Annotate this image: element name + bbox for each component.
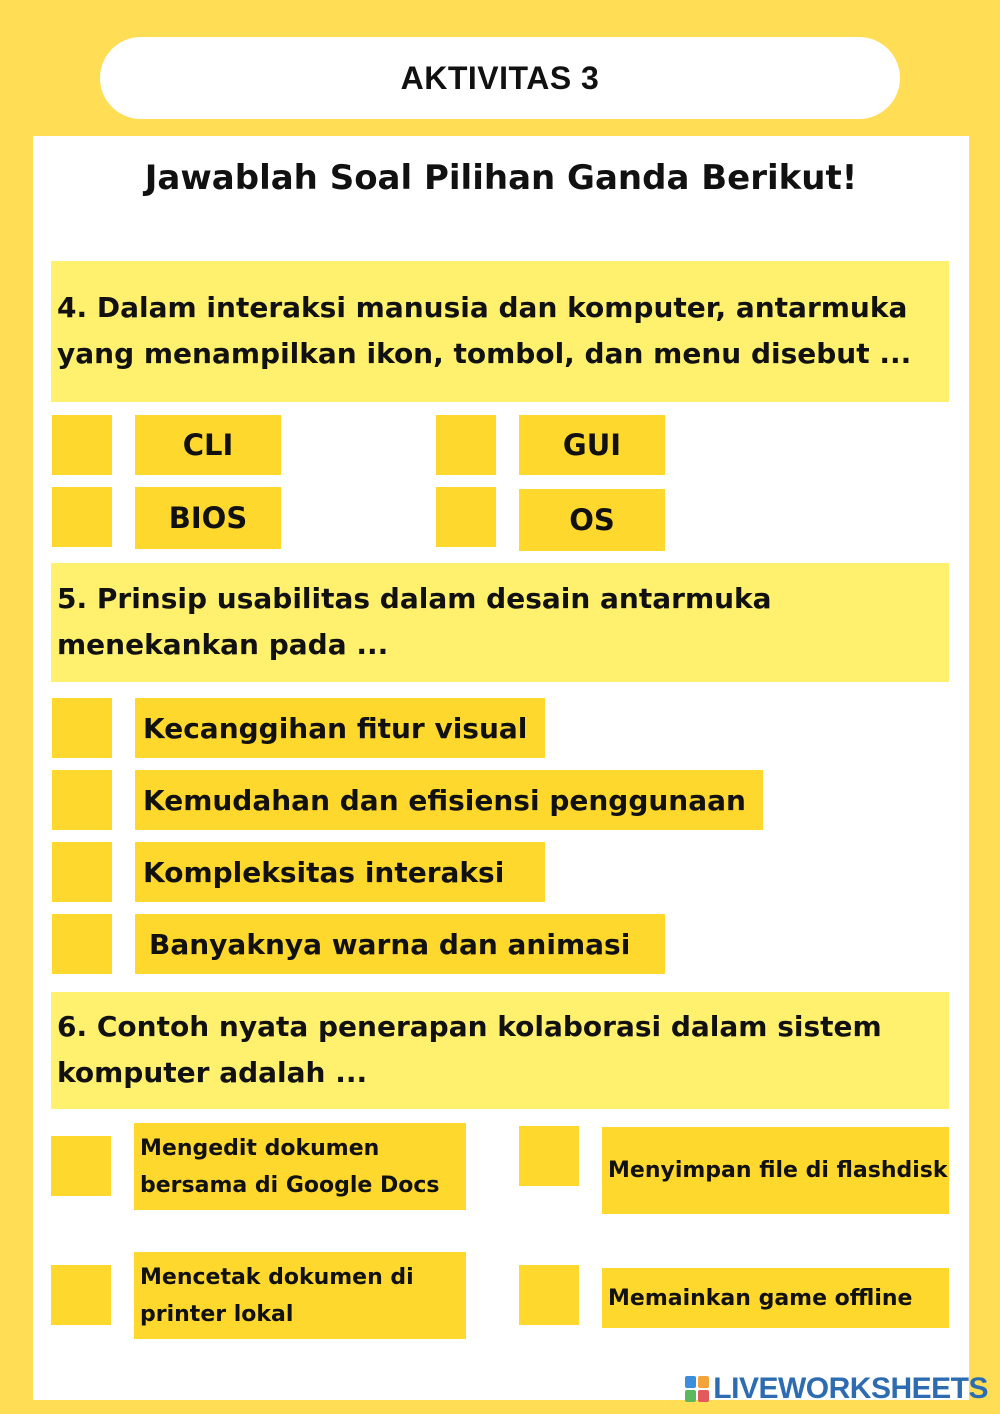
answer-checkbox-6a[interactable] (51, 1136, 111, 1196)
option-5-b[interactable]: Kemudahan dan efisiensi penggunaan (135, 770, 763, 830)
question-4: 4. Dalam interaksi manusia dan komputer, antarmuka yang menampilkan ikon, tombol, dan menu disebut ... (51, 261, 949, 402)
option-4-cli[interactable]: CLI (135, 415, 281, 475)
question-5: 5. Prinsip usabilitas dalam desain antarmuka menekankan pada ... (51, 563, 949, 682)
option-6-c[interactable]: Mencetak dokumen di printer lokal (134, 1252, 466, 1339)
option-4-bios[interactable]: BIOS (135, 487, 281, 549)
question-6: 6. Contoh nyata penerapan kolaborasi dalam sistem komputer adalah ... (51, 992, 949, 1109)
answer-checkbox-6b[interactable] (519, 1126, 579, 1186)
liveworksheets-logo-icon (685, 1376, 709, 1402)
option-6-a[interactable]: Mengedit dokumen bersama di Google Docs (134, 1123, 466, 1210)
liveworksheets-logo (685, 1372, 988, 1406)
answer-checkbox-6c[interactable] (51, 1265, 111, 1325)
option-6-b[interactable]: Menyimpan file di flashdisk (602, 1127, 949, 1214)
option-4-gui[interactable]: GUI (519, 415, 665, 475)
answer-checkbox-4b[interactable] (436, 415, 496, 475)
option-5-d[interactable]: Banyaknya warna dan animasi (135, 914, 665, 974)
option-5-c[interactable]: Kompleksitas interaksi (135, 842, 545, 902)
answer-checkbox-4c[interactable] (52, 487, 112, 547)
page-subtitle: Jawablah Soal Pilihan Ganda Berikut! (144, 158, 858, 198)
header-title: AKTIVITAS 3 (100, 37, 900, 119)
answer-checkbox-5d[interactable] (52, 914, 112, 974)
answer-checkbox-4d[interactable] (436, 487, 496, 547)
option-4-os[interactable]: OS (519, 489, 665, 551)
answer-checkbox-5a[interactable] (52, 698, 112, 758)
answer-checkbox-5c[interactable] (52, 842, 112, 902)
option-5-a[interactable]: Kecanggihan fitur visual (135, 698, 545, 758)
answer-checkbox-6d[interactable] (519, 1265, 579, 1325)
option-6-d[interactable]: Memainkan game offline (602, 1268, 949, 1328)
liveworksheets-logo-text: LIVEWORKSHEETS (713, 1372, 988, 1405)
answer-checkbox-4a[interactable] (52, 415, 112, 475)
answer-checkbox-5b[interactable] (52, 770, 112, 830)
